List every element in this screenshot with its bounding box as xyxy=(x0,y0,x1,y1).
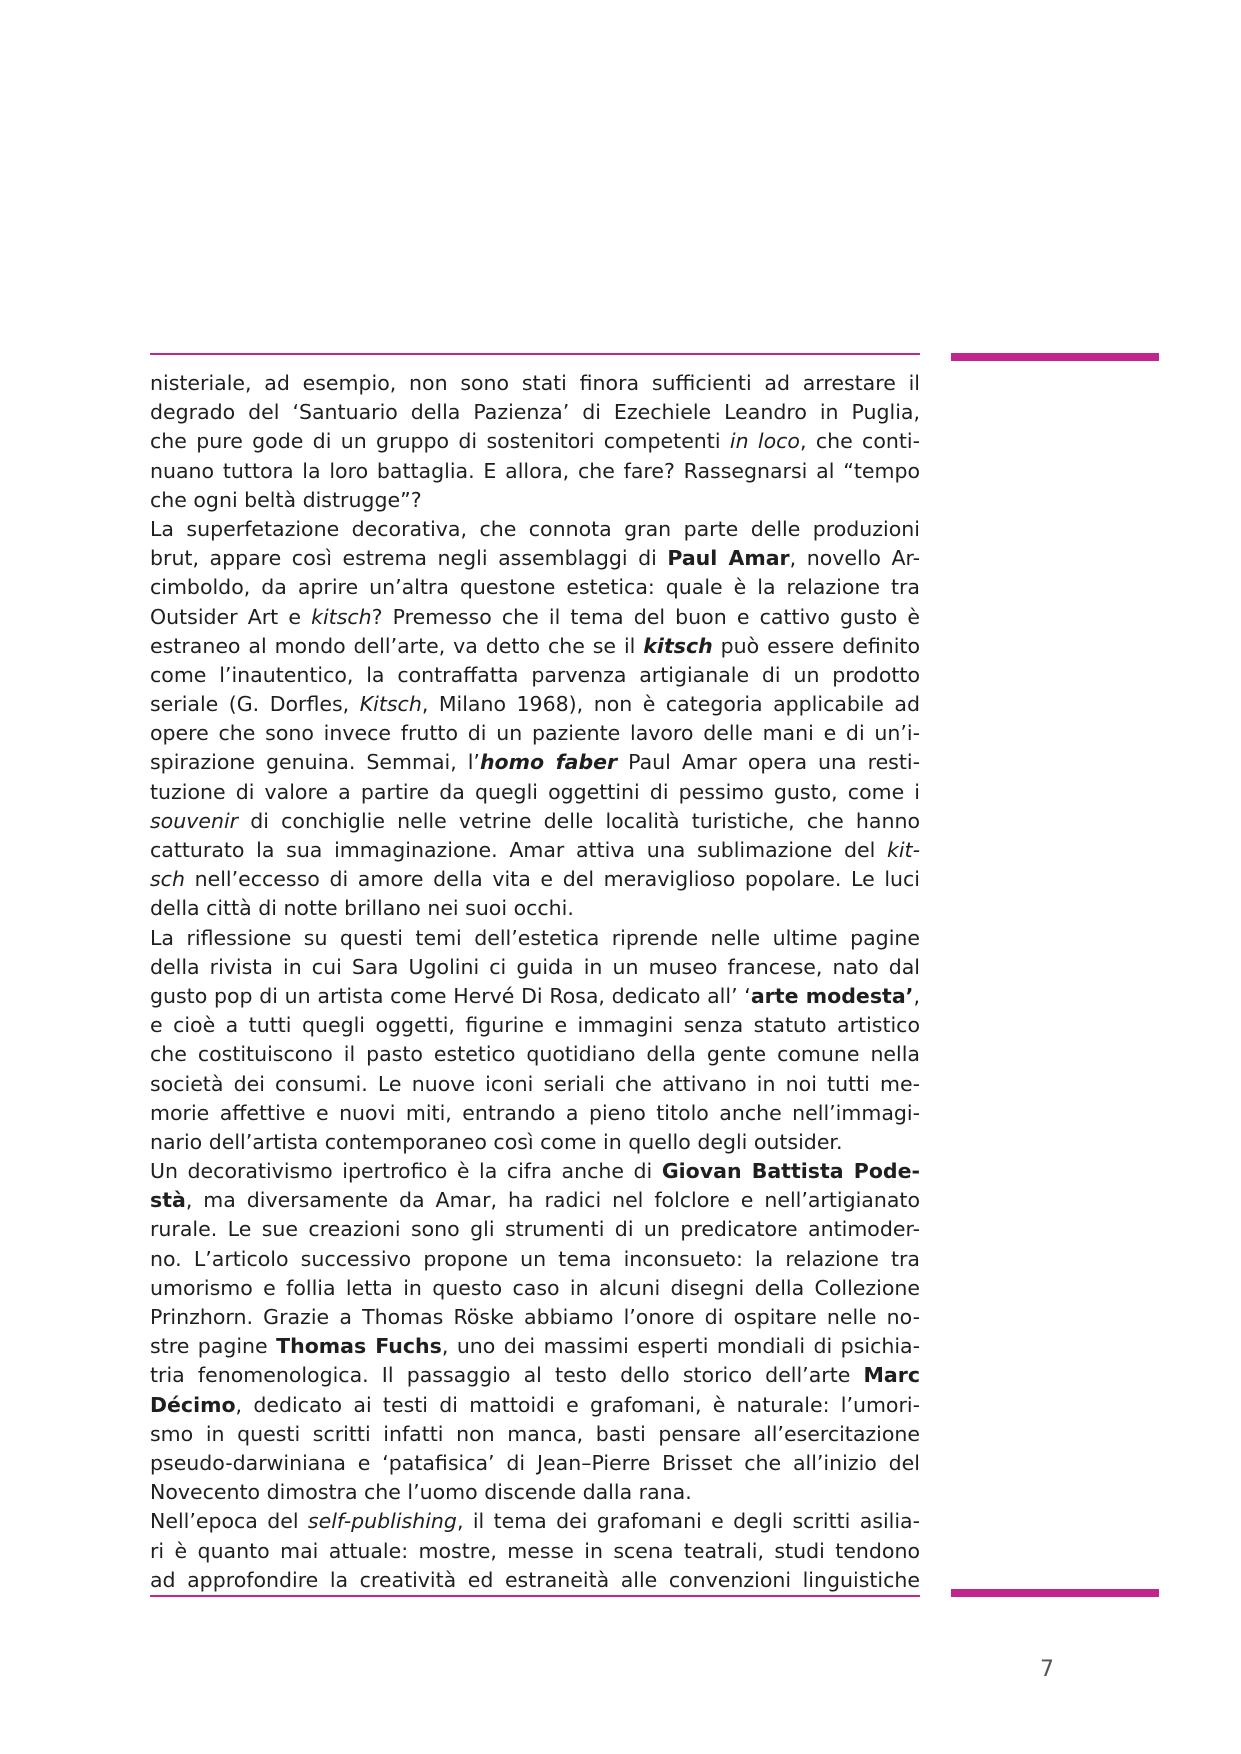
text-run: kitsch xyxy=(643,633,713,658)
text-run: homo faber xyxy=(479,750,618,775)
text-line xyxy=(150,515,920,544)
text-line xyxy=(150,486,920,515)
text-run: , il tema dei grafomani e degli scritti asilia- xyxy=(456,1509,920,1534)
text-run: estraneo al mondo dell’arte, va detto che se il xyxy=(150,633,644,658)
text-line xyxy=(150,1449,920,1478)
text-line xyxy=(150,1128,920,1157)
text-line xyxy=(150,1011,920,1040)
text-run: nisteriale, ad esempio, non sono stati finora sufficienti ad arrestare il xyxy=(150,371,920,395)
text-run: sch xyxy=(150,867,185,892)
text-line xyxy=(150,1215,920,1244)
text-run: , novello Ar- xyxy=(789,546,920,571)
text-run: in loco xyxy=(729,429,800,454)
text-run: brut, appare così estrema negli assemblaggi di xyxy=(150,546,668,571)
text-run: ad approfondire la creatività ed estraneità alle convenzioni linguistiche xyxy=(150,1567,920,1592)
text-run: Décimo xyxy=(150,1392,236,1417)
text-line xyxy=(150,1478,920,1507)
text-run: che costituiscono il pasto estetico quotidiano della gente comune nella xyxy=(150,1042,920,1067)
text-line xyxy=(150,1420,920,1449)
text-run: e cioè a tutti quegli oggetti, figurine e immagini senza statuto artistico xyxy=(150,1013,920,1038)
text-line xyxy=(150,544,920,573)
text-run: , che conti- xyxy=(799,429,920,454)
text-line xyxy=(150,632,920,661)
text-line xyxy=(150,1566,920,1595)
text-line xyxy=(150,719,920,748)
text-line xyxy=(150,398,920,427)
text-run: Paul Amar xyxy=(667,546,790,571)
text-line xyxy=(150,1157,920,1186)
text-line xyxy=(150,807,920,836)
text-run: degrado del ‘Santuario della Pazienza’ di Ezechiele Leandro in Puglia, xyxy=(150,400,920,425)
text-line xyxy=(150,1391,920,1420)
text-run: Novecento dimostra che l’uomo discende dalla rana. xyxy=(150,1480,692,1505)
text-run: cimboldo, da aprire un’altra questone estetica: quale è la relazione tra xyxy=(150,575,920,600)
text-line xyxy=(150,369,920,398)
text-run: stre pagine xyxy=(150,1334,277,1359)
text-run: tuzione di valore a partire da quegli oggettini di pessimo gusto, come i xyxy=(150,779,920,804)
text-line xyxy=(150,1332,920,1361)
text-run: gusto pop di un artista come Hervé Di Rosa, dedicato all’ ‘ xyxy=(150,983,751,1008)
text-line xyxy=(150,1537,920,1566)
text-run: Prinzhorn. Grazie a Thomas Röske abbiamo l’onore di ospitare nelle no- xyxy=(150,1305,920,1329)
text-run: Nell’epoca del xyxy=(150,1509,308,1534)
text-run: seriale (G. Dorfles, xyxy=(150,692,360,717)
text-line xyxy=(150,778,920,807)
text-run: kit- xyxy=(886,838,920,862)
text-line xyxy=(150,1361,920,1390)
text-run: , dedicato ai testi di mattoidi e grafomani, è naturale: l’umori- xyxy=(235,1392,920,1417)
text-line xyxy=(150,1040,920,1069)
text-run: kitsch xyxy=(311,604,372,629)
text-line xyxy=(150,1070,920,1099)
text-run: Marc xyxy=(863,1363,920,1388)
text-run: souvenir xyxy=(150,808,239,833)
text-run: La superfetazione decorativa, che connota gran parte delle produzioni xyxy=(150,516,920,541)
text-line xyxy=(150,982,920,1011)
text-line xyxy=(150,1186,920,1215)
text-line xyxy=(150,457,920,486)
text-run: self-publishing xyxy=(307,1509,457,1534)
text-run: ? Premesso che il tema del buon e cattivo gusto è xyxy=(371,604,920,629)
text-run: , ma diversamente da Amar, ha radici nel folclore e nell’artigianato xyxy=(185,1188,920,1213)
text-run: no. L’articolo successivo propone un tema inconsueto: la relazione tra xyxy=(150,1246,920,1271)
text-run: opere che sono invece frutto di un paziente lavoro delle mani e di un’i- xyxy=(150,721,920,746)
text-run: può essere definito xyxy=(712,633,920,658)
text-run: che pure gode di un gruppo di sostenitori competenti xyxy=(150,429,730,454)
text-line xyxy=(150,1507,920,1536)
text-line xyxy=(150,924,920,953)
text-run: Outsider Art e xyxy=(150,604,312,629)
text-line xyxy=(150,690,920,719)
text-run: come l’inautentico, la contraffatta parvenza artigianale di un prodotto xyxy=(150,662,920,687)
text-line xyxy=(150,1303,920,1332)
text-run: nell’eccesso di amore della vita e del meraviglioso popolare. Le luci xyxy=(184,867,920,892)
text-line xyxy=(150,1245,920,1274)
text-line xyxy=(150,865,920,894)
text-line xyxy=(150,953,920,982)
text-run: morie affettive e nuovi miti, entrando a pieno titolo anche nell’immagi- xyxy=(150,1100,920,1125)
text-run: arte modesta’ xyxy=(750,983,914,1008)
text-run: nuano tuttora la loro battaglia. E allora, che fare? Rassegnarsi al “tempo xyxy=(150,458,920,483)
text-line xyxy=(150,894,920,923)
text-run: Giovan Battista Pode- xyxy=(661,1159,920,1184)
text-run: smo in questi scritti infatti non manca, basti pensare all’esercitazione xyxy=(150,1421,920,1446)
text-run: , uno dei massimi esperti mondiali di psichia- xyxy=(441,1334,920,1359)
bottom-accent-bar xyxy=(951,1589,1159,1597)
text-line xyxy=(150,603,920,632)
text-run: umorismo e follia letta in questo caso in alcuni disegni della Collezione xyxy=(150,1275,920,1300)
page-number: 7 xyxy=(1040,1657,1054,1682)
text-run: La riflessione su questi temi dell’estetica riprende nelle ultime pagine xyxy=(150,925,920,950)
text-run: pseudo-darwiniana e ‘patafisica’ di Jean–Pierre Brisset che all’inizio del xyxy=(150,1450,920,1475)
text-line xyxy=(150,573,920,602)
bottom-rule xyxy=(150,1595,920,1597)
text-line xyxy=(150,661,920,690)
text-run: spirazione genuina. Semmai, l’ xyxy=(150,750,480,775)
text-run: catturato la sua immaginazione. Amar attiva una sublimazione del xyxy=(150,838,887,862)
text-run: stà xyxy=(150,1188,186,1213)
top-rule xyxy=(150,353,920,355)
text-run: , xyxy=(913,983,920,1008)
text-run: Un decorativismo ipertrofico è la cifra anche di xyxy=(150,1159,662,1184)
text-run: Kitsch xyxy=(359,692,422,717)
text-run: della città di notte brillano nei suoi occhi. xyxy=(150,896,574,921)
top-accent-bar xyxy=(951,353,1159,361)
text-run: che ogni beltà distrugge”? xyxy=(150,487,422,512)
text-line xyxy=(150,836,920,865)
text-run: ri è quanto mai attuale: mostre, messe in scena teatrali, studi tendono xyxy=(150,1538,920,1563)
text-line xyxy=(150,1099,920,1128)
text-run: tria fenomenologica. Il passaggio al testo dello storico dell’arte xyxy=(150,1363,864,1388)
text-line xyxy=(150,748,920,777)
text-run: , Milano 1968), non è categoria applicabile ad xyxy=(421,692,920,717)
text-line xyxy=(150,1274,920,1303)
text-run: della rivista in cui Sara Ugolini ci guida in un museo francese, nato dal xyxy=(150,954,920,979)
text-run: di conchiglie nelle vetrine delle località turistiche, che hanno xyxy=(238,808,920,833)
text-run: rurale. Le sue creazioni sono gli strumenti di un predicatore antimoder- xyxy=(150,1217,920,1242)
text-run: Thomas Fuchs xyxy=(276,1334,442,1359)
text-line xyxy=(150,427,920,456)
text-run: nario dell’artista contemporaneo così come in quello degli outsider. xyxy=(150,1129,843,1154)
text-run: società dei consumi. Le nuove iconi seriali che attivano in noi tutti me- xyxy=(150,1071,920,1096)
text-run: Paul Amar opera una resti- xyxy=(617,750,920,775)
body-text xyxy=(150,369,920,1595)
